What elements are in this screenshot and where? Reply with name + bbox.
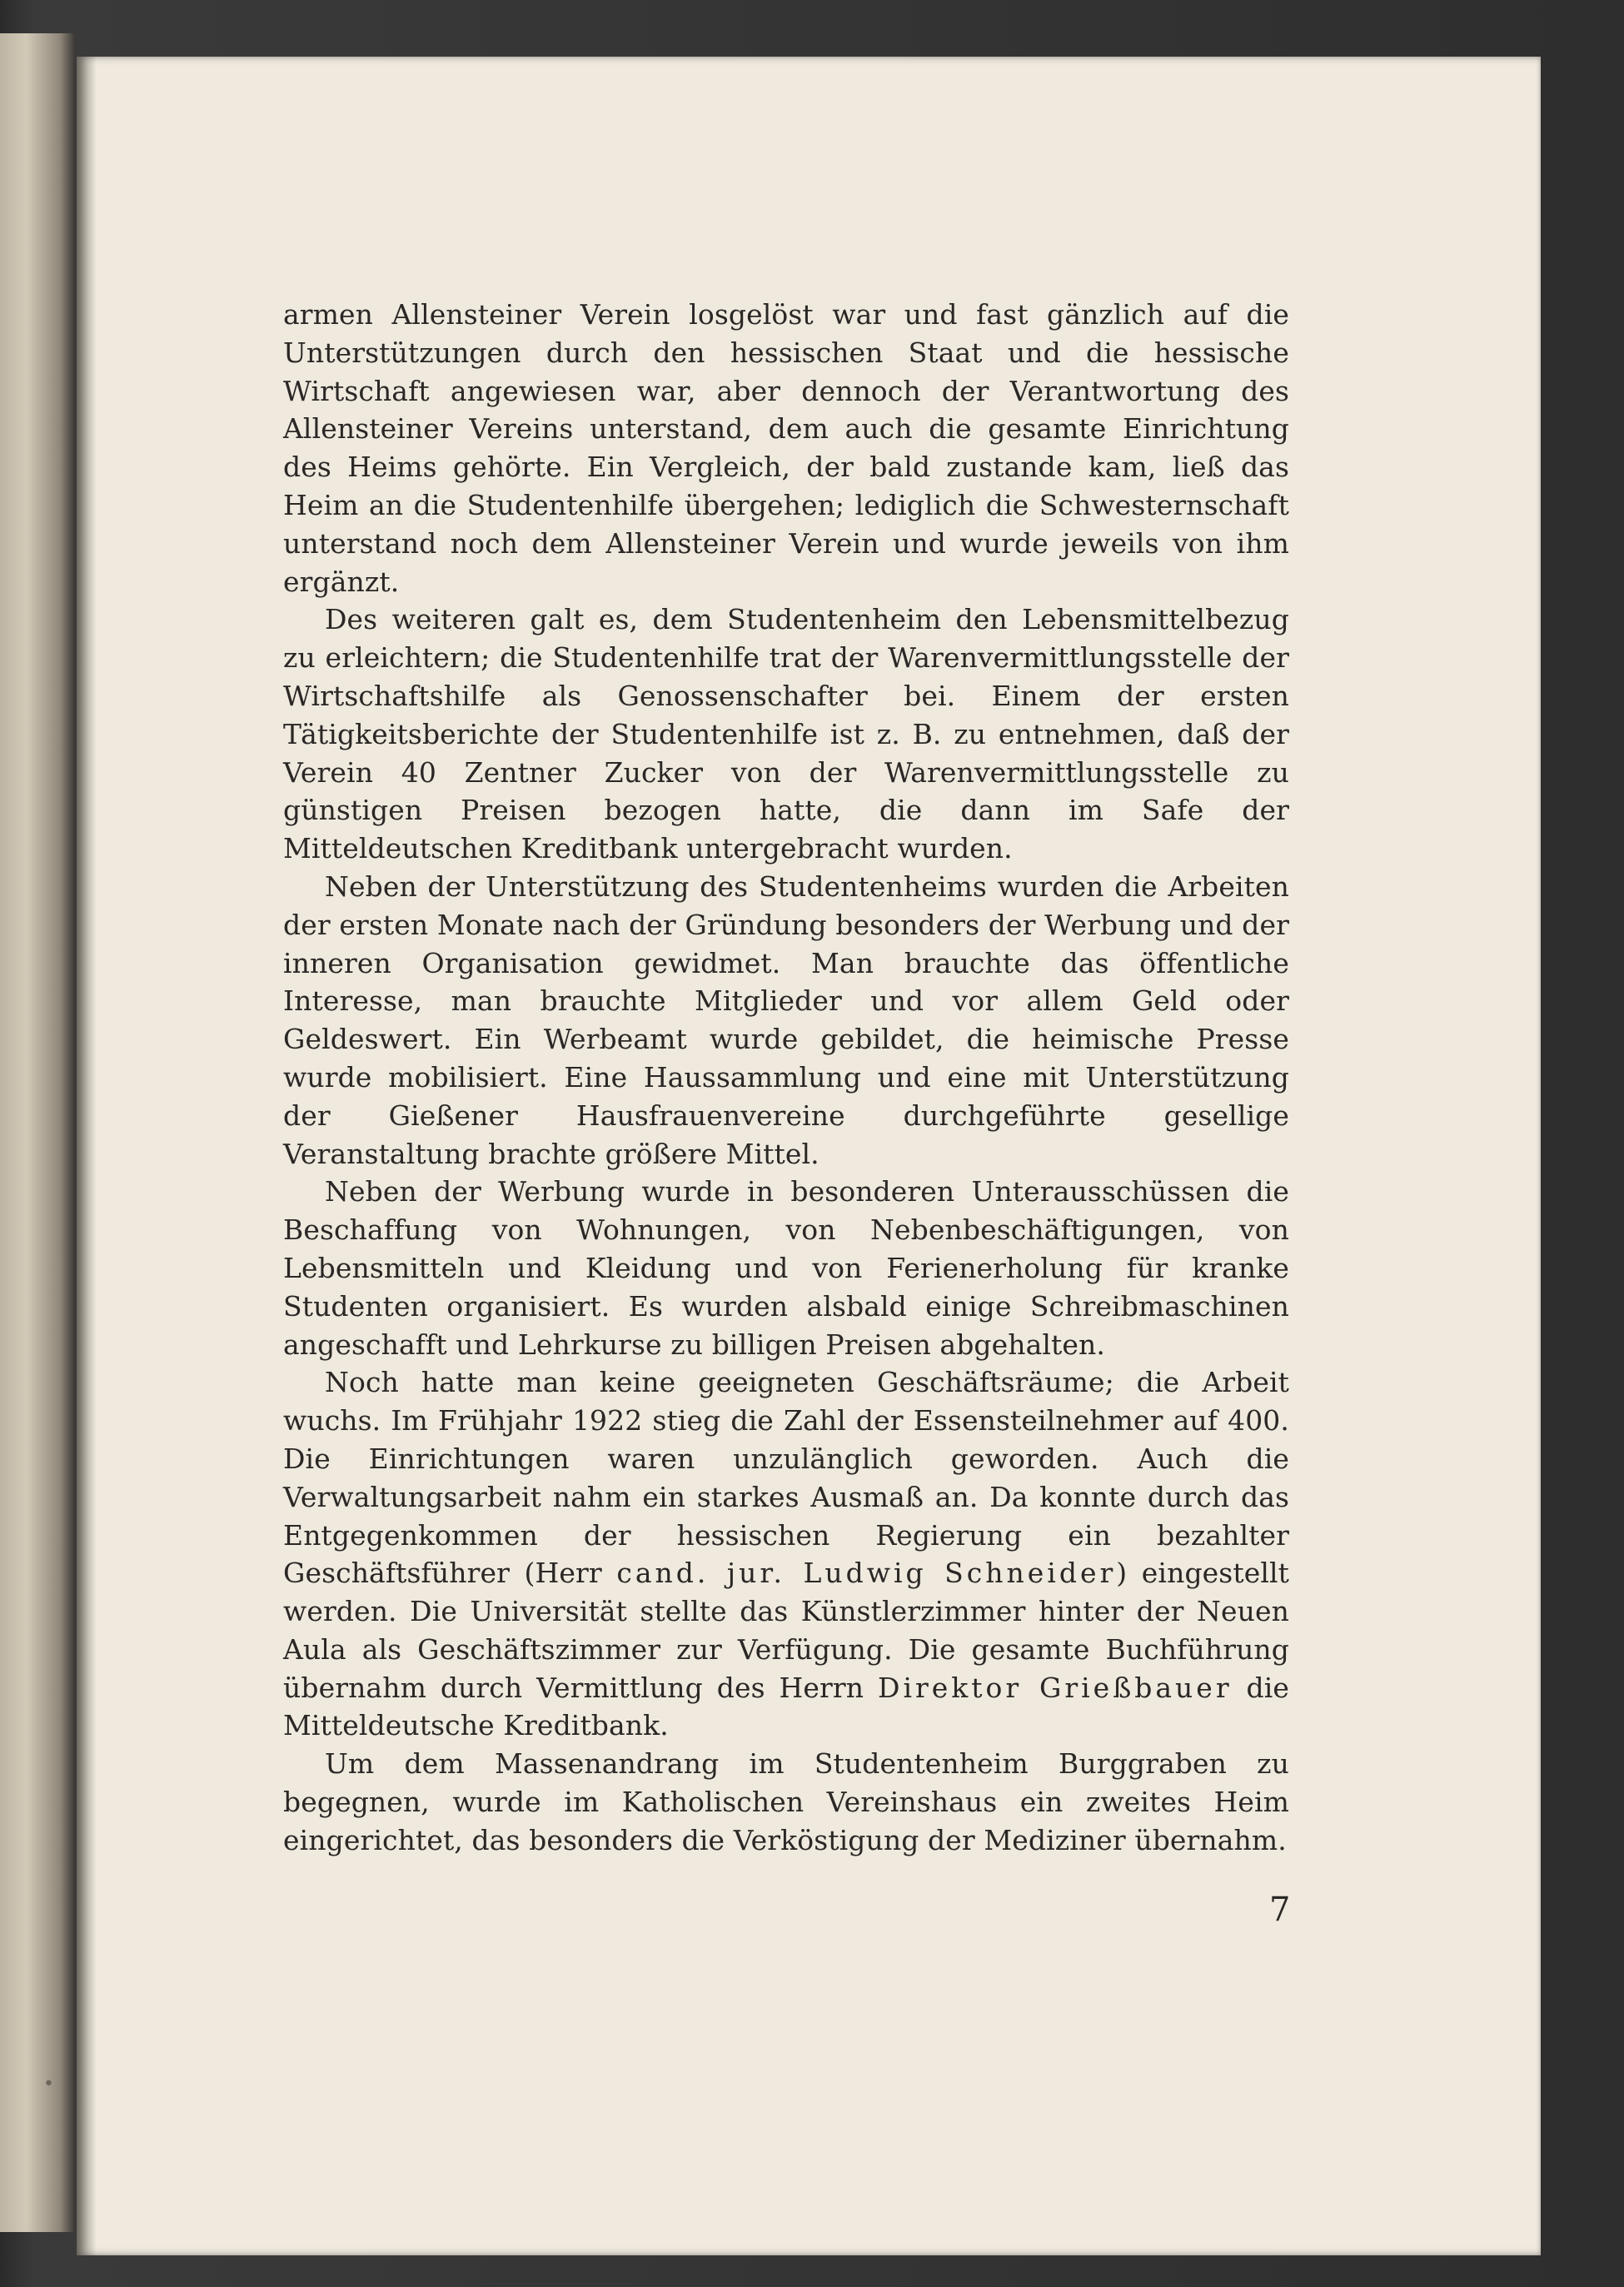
previous-page-edge xyxy=(0,33,75,2232)
paragraph-6: Um dem Massenandrang im Studentenheim Burggraben zu begegnen, wurde im Katholischen Vereinshaus ein zweites Heim eingerichtet, das besonders die Verköstigung der Mediziner übernahm. xyxy=(283,1747,1289,1856)
person-name-griessbauer: Direktor Grießbauer xyxy=(877,1671,1233,1704)
paragraph-1: armen Allensteiner Verein losgelöst war und fast gänzlich auf die Unterstützungen durch den hessischen Staat und die hessische Wirtschaft angewiesen war, aber dennoch der Verantwortung des Allensteiner Vereins unterstand, dem auch die gesamte Einrichtung des Heims gehörte. Ein Vergleich, der bald zustande kam, ließ das Heim an die Studentenhilfe übergehen; lediglich die Schwesternschaft unterstand noch dem Allensteiner Verein und wurde jeweils von ihm ergänzt. xyxy=(283,298,1289,598)
paragraph-5-part-c: die Mitteldeutsche Kreditbank. xyxy=(283,1671,1289,1742)
body-text xyxy=(283,296,1289,1860)
person-name-schneider: cand. jur. Ludwig Schneider xyxy=(616,1557,1117,1590)
paragraph-5-part-a: Noch hatte man keine geeigneten Geschäftsräume; die Arbeit wuchs. Im Frühjahr 1922 stieg die Zahl der Essensteilnehmer auf 400. Die Einrichtungen waren unzulänglich geworden. Auch die Verwaltungsarbeit nahm ein starkes Ausmaß an. Da konnte durch das Entgegenkommen der hessischen Regierung ein bezahlter Geschäftsführer (Herr xyxy=(283,1366,1289,1590)
paragraph-5-part-b: ) eingestellt werden. Die Universität stellte das Künstlerzimmer hinter der Neuen Aula als Geschäftszimmer zur Verfügung. Die gesamte Buchführung übernahm durch Vermittlung des Herrn xyxy=(283,1557,1289,1704)
paragraph-3: Neben der Unterstützung des Studentenheims wurden die Arbeiten der ersten Monate nach der Gründung besonders der Werbung und der inneren Organisation gewidmet. Man brauchte das öffentliche Interesse, man brauchte Mitglieder und vor allem Geld oder Geldeswert. Ein Werbeamt wurde gebildet, die heimische Presse wurde mobilisiert. Eine Haussammlung und eine mit Unterstützung der Gießener Hausfrauenvereine durchgeführte gesellige Veranstaltung brachte größere Mittel. xyxy=(283,869,1289,1170)
paragraph-4: Neben der Werbung wurde in besonderen Unterausschüssen die Beschaffung von Wohnungen, von Nebenbeschäftigungen, von Lebensmitteln und Kleidung und von Ferienerholung für kranke Studenten organisiert. Es wurden alsbald einige Schreibmaschinen angeschafft und Lehrkurse zu billigen Preisen abgehalten. xyxy=(283,1175,1289,1361)
paragraph-2: Des weiteren galt es, dem Studentenheim den Lebensmittelbezug zu erleichtern; die Studentenhilfe trat der Warenvermittlungsstelle der Wirtschaftshilfe als Genossenschafter bei. Einem der ersten Tätigkeitsberichte der Studentenhilfe ist z. B. zu entnehmen, daß der Verein 40 Zentner Zucker von der Warenvermittlungsstelle zu günstigen Preisen bezogen hatte, die dann im Safe der Mitteldeutschen Kreditbank untergebracht wurden. xyxy=(283,603,1289,865)
spine-shadow xyxy=(77,57,97,2255)
margin-mark: • xyxy=(43,2074,54,2095)
page-number: 7 xyxy=(1269,1891,1291,1929)
paragraph-5 xyxy=(283,1363,1289,1745)
